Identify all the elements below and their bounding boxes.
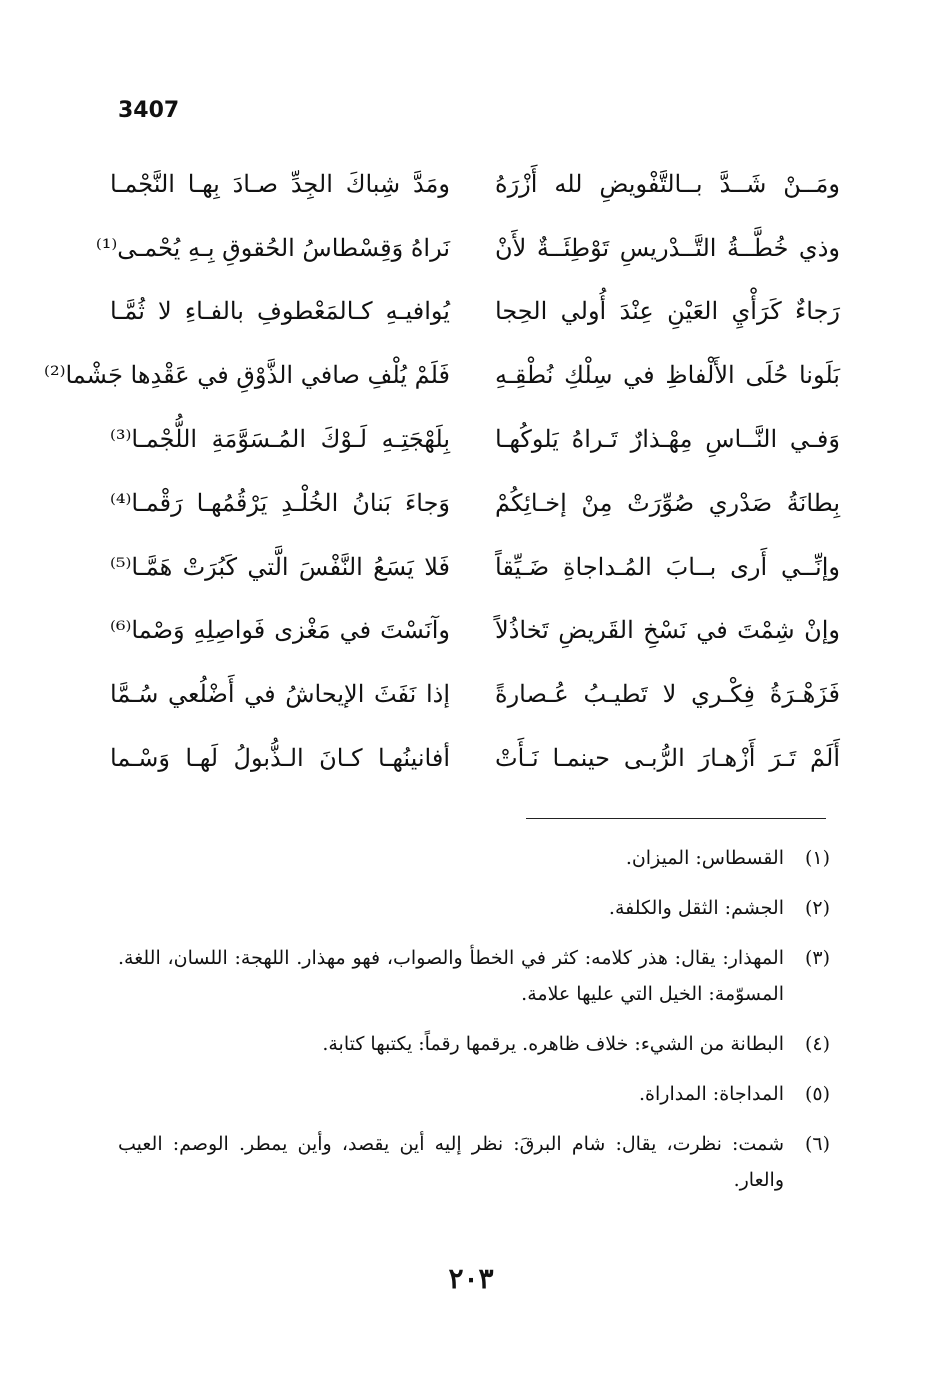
- footnote-number: (٦): [804, 1133, 830, 1155]
- verse: [110, 599, 840, 663]
- verse: [110, 662, 840, 726]
- footnote-text: البطانة من الشيء: خلاف ظاهره. يرقمها رقماً: يكتبها كتابة.: [322, 1033, 784, 1055]
- footnote-text: شمت: نظرت، يقال: شام البرقَ: نظر إليه أين يقصد، وأين يمطر. الوصم: العيب والعار.: [118, 1133, 784, 1191]
- footnote-number: (١): [804, 847, 830, 869]
- footnotes: [118, 840, 830, 1212]
- first-hemistich: بِطانَةُ صَدْري صُوِّرَتْ مِنْ إخـائِكُمْ: [495, 488, 840, 517]
- verse: [110, 726, 840, 790]
- first-hemistich: بَلَونا حُلَى الأَلْفاظِ في سِلْكِ نُطْقِـهِ: [495, 361, 840, 390]
- second-hemistich: إذا نَفَثَ الإيحاشُ في أَضْلُعي سُـمَّا: [110, 680, 450, 709]
- footnote-number: (٤): [804, 1033, 830, 1055]
- footnote-separator: [526, 818, 826, 819]
- first-hemistich: ومَــنْ شَــدَّ بــالتَّفْويضِ لله أَزْرَهُ: [495, 169, 840, 198]
- second-hemistich: وَجاءَ بَنانُ الخُلْـدِ يَرْقُمُهـا رَقْمـا⁽⁴⁾: [110, 488, 450, 517]
- verse: [110, 152, 840, 216]
- first-hemistich: وإنِّــي أَرى بــابَ المُـداجاةِ ضَـيِّقاً: [495, 552, 840, 581]
- footnote-text: القسطاس: الميزان.: [625, 847, 784, 869]
- second-hemistich: يُوافيـهِ كـالمَعْطوفِ بالفـاءِ لا ثُمَّـا: [110, 297, 450, 326]
- second-hemistich: أفانينُهـا كـانَ الـذُّبولُ لَهـا وَسْـما: [110, 744, 450, 773]
- footnote-number: (٢): [804, 897, 830, 919]
- footnote-text: المهذار: يقال: هذر كلامه: كثر في الخطأ والصواب، فهو مهذار. اللهجة: اللسان، اللغة. المسوّمة: الخيل التي عليها علامة.: [118, 947, 784, 1005]
- second-hemistich: وآنَسْتَ في مَغْزى فَواصِلِهِ وَصْما⁽⁶⁾: [110, 616, 450, 645]
- first-hemistich: وذي خُطَّــةُ التَّــدْريسِ تَوْطِئَــةٌ لأَنْ: [495, 233, 840, 262]
- poem: [44, 152, 840, 790]
- footnote: [118, 890, 830, 926]
- footnote: [118, 1026, 830, 1062]
- second-hemistich: فَلا يَسَعُ النَّفْسَ الَّتي كَبُرَتْ هَمَّـا⁽⁵⁾: [110, 552, 450, 581]
- footnote-text: المداجاة: المداراة.: [639, 1083, 784, 1105]
- first-hemistich: وَفـي النَّــاسِ مِهْـذارٌ تَـراهُ يَلوكُهـا: [495, 425, 840, 454]
- second-hemistich: فَلَمْ يُلْفِ صافي الذَّوْقِ في عَقْدِها جَشْما⁽²⁾: [44, 361, 450, 390]
- footnote-number: (٥): [804, 1083, 830, 1105]
- verse: [110, 535, 840, 599]
- second-hemistich: نَراهُ وَقِسْطاسُ الحُقوقِ بِـهِ يُحْمـى⁽¹⁾: [95, 233, 450, 262]
- verse: [110, 407, 840, 471]
- second-hemistich: بِلَهْجَتِـهِ لَـوْكَ المُـسَوَّمَةِ اللُّجْمـا⁽³⁾: [110, 425, 450, 454]
- second-hemistich: ومَدَّ شِباكَ الجِدِّ صـادَ بِهـا النَّجْمـا: [110, 169, 450, 198]
- verse: [44, 343, 840, 407]
- footnote-text: الجشم: الثقل والكلفة.: [608, 897, 784, 919]
- footnote-number: (٣): [804, 947, 830, 969]
- first-hemistich: رَجاءٌ كَرَأْيِ العَيْنِ عِنْدَ أُولي الحِجا: [495, 297, 840, 326]
- page-number: ٢٠٣: [448, 1262, 494, 1295]
- footnote: [118, 940, 830, 1012]
- first-hemistich: وإنْ شِمْتَ في نَسْخِ القَريضِ تَخاذُلاً: [495, 616, 840, 645]
- footnote: [118, 1076, 830, 1112]
- page-id: 3407: [118, 98, 180, 123]
- verse: [110, 471, 840, 535]
- first-hemistich: فَزَهْـرَةُ فِكْـري لا تَطيـبُ عُـصارةً: [495, 680, 840, 709]
- footnote: [118, 840, 830, 876]
- verse: [95, 216, 840, 280]
- first-hemistich: أَلَمْ تَـرَ أَزْهـارَ الرُّبـى حينمـا نَـأَتْ: [495, 744, 840, 773]
- footnote: [118, 1126, 830, 1198]
- verse: [110, 280, 840, 344]
